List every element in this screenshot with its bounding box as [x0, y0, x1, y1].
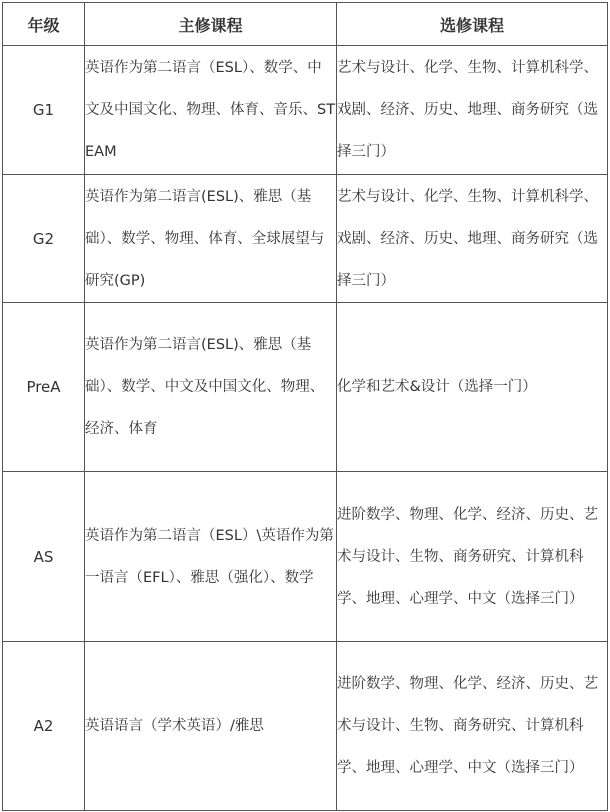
core-courses-cell: 英语语言（学术英语）/雅思 — [85, 642, 337, 811]
table-row — [3, 175, 608, 303]
table-row — [3, 303, 608, 472]
core-courses-cell: 英语作为第二语言(ESL)、雅思（基础）、数学、中文及中国文化、物理、经济、体育 — [85, 303, 337, 472]
elective-courses-cell: 进阶数学、物理、化学、经济、历史、艺术与设计、生物、商务研究、计算机科学、地理、心理学、中文（选择三门） — [337, 472, 608, 642]
grade-cell: A2 — [3, 642, 85, 811]
grade-cell: AS — [3, 472, 85, 642]
grade-cell: G1 — [3, 46, 85, 175]
elective-courses-cell: 艺术与设计、化学、生物、计算机科学、戏剧、经济、历史、地理、商务研究（选择三门） — [337, 46, 608, 175]
core-courses-cell: 英语作为第二语言（ESL）、数学、中文及中国文化、物理、体育、音乐、STEAM — [85, 46, 337, 175]
header-row — [3, 3, 608, 46]
header-elective-courses: 选修课程 — [337, 3, 608, 46]
elective-courses-cell: 进阶数学、物理、化学、经济、历史、艺术与设计、生物、商务研究、计算机科学、地理、心理学、中文（选择三门） — [337, 642, 608, 811]
table-row — [3, 642, 608, 811]
table-row — [3, 46, 608, 175]
course-table — [2, 2, 608, 811]
header-grade: 年级 — [3, 3, 85, 46]
elective-courses-cell: 艺术与设计、化学、生物、计算机科学、戏剧、经济、历史、地理、商务研究（选择三门） — [337, 175, 608, 303]
core-courses-cell: 英语作为第二语言(ESL)、雅思（基础）、数学、物理、体育、全球展望与研究(GP) — [85, 175, 337, 303]
table-row — [3, 472, 608, 642]
grade-cell: G2 — [3, 175, 85, 303]
elective-courses-cell: 化学和艺术&设计（选择一门） — [337, 303, 608, 472]
table-body — [3, 46, 608, 811]
header-core-courses: 主修课程 — [85, 3, 337, 46]
grade-cell: PreA — [3, 303, 85, 472]
core-courses-cell: 英语作为第二语言（ESL）\英语作为第一语言（EFL）、雅思（强化）、数学 — [85, 472, 337, 642]
table-header — [3, 3, 608, 46]
